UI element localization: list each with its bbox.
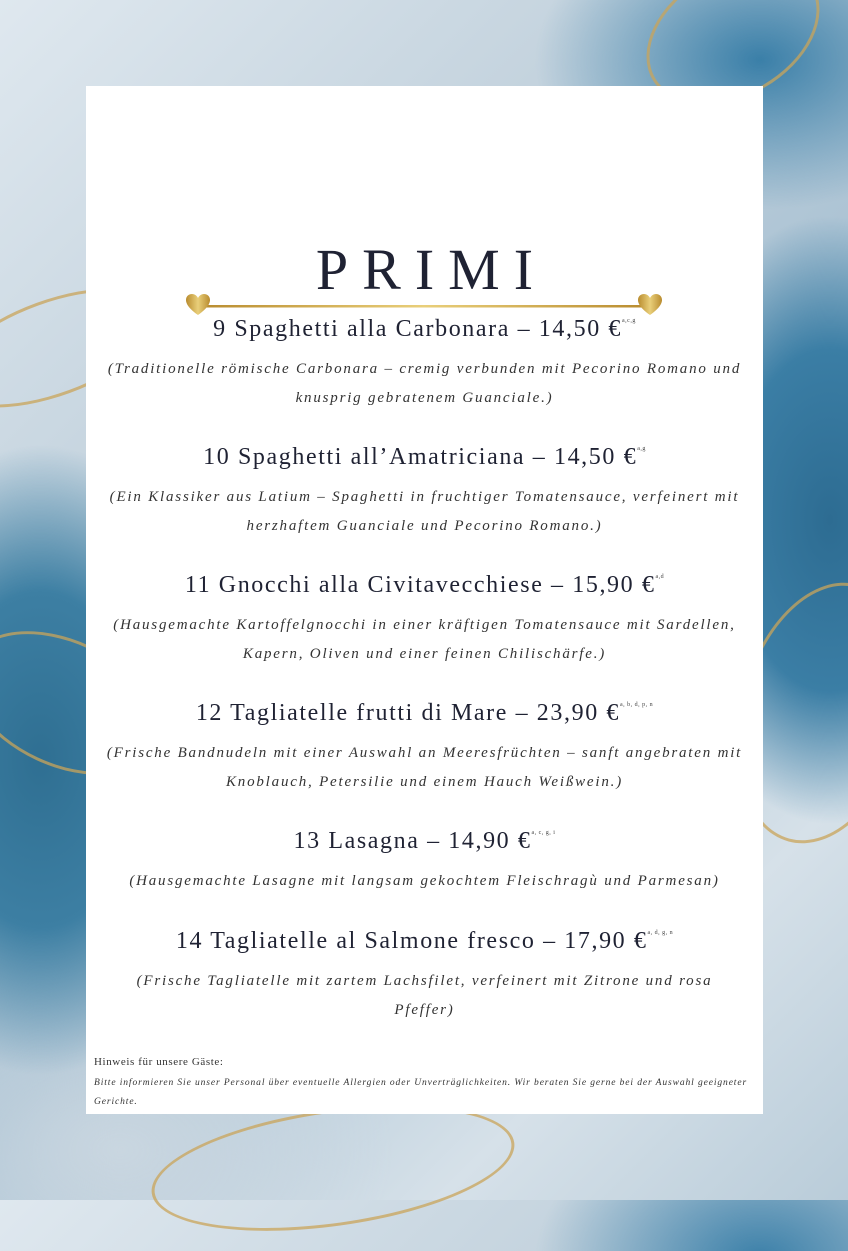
dish-item: [86, 316, 763, 413]
allergen-codes: a,g: [637, 446, 646, 452]
allergen-codes: a,c,g: [622, 318, 636, 324]
heart-icon: [638, 294, 662, 315]
dish-name: 9 Spaghetti alla Carbonara – 14,50 €$^{a,c,g}$: [213, 316, 636, 342]
gold-divider: [186, 294, 662, 318]
dish-description: (Traditionelle römische Carbonara – cremig verbunden mit Pecorino Romano und knusprig gebratenem Guanciale.): [107, 361, 742, 406]
guest-note: [94, 1056, 754, 1112]
dish-item: [86, 928, 763, 1025]
dish-name: 12 Tagliatelle frutti di Mare – 23,90 €$^{a, b, d, p, n}$: [195, 700, 654, 726]
dish-name: 10 Spaghetti all’Amatriciana – 14,50 €$^{a,g}$: [203, 444, 646, 470]
allergen-codes: a,d: [655, 574, 665, 580]
dish-description: (Hausgemachte Kartoffelgnocchi in einer kräftigen Tomatensauce mit Sardellen, Kapern, Oliven und einer feinen Chilischärfe.): [113, 617, 736, 662]
heart-icon: [186, 294, 210, 315]
menu-card: [86, 86, 763, 1114]
dish-description: (Ein Klassiker aus Latium – Spaghetti in fruchtiger Tomatensauce, verfeinert mit herzhaftem Guanciale und Pecorino Romano.): [109, 489, 740, 534]
dish-name: 14 Tagliatelle al Salmone fresco – 17,90 €$^{a, d, g, n}$: [175, 928, 674, 954]
dish-item: [86, 828, 763, 896]
dish-item: [86, 572, 763, 669]
page-title: PRIMI: [315, 237, 548, 302]
guest-note-title: Hinweis für unsere Gäste:: [94, 1056, 224, 1068]
guest-note-text: Bitte informieren Sie unser Personal über eventuelle Allergien oder Unverträglichkeiten. Wir beraten Sie gerne bei der Auswahl geeigneter Gerichte.: [94, 1078, 748, 1107]
dish-item: [86, 444, 763, 541]
dish-description: (Frische Tagliatelle mit zartem Lachsfilet, verfeinert mit Zitrone und rosa Pfeffer): [136, 973, 713, 1018]
dish-name: 11 Gnocchi alla Civitavecchiese – 15,90 €$^{a,d}$: [184, 572, 665, 598]
dish-name: 13 Lasagna – 14,90 €$^{a, c, g, i}$: [293, 828, 556, 854]
dish-description: (Frische Bandnudeln mit einer Auswahl an Meeresfrüchten – sanft angebraten mit Knoblauch, Petersilie und einem Hauch Weißwein.): [106, 745, 743, 790]
dish-item: [86, 700, 763, 797]
allergen-codes: a, d, g, n: [647, 930, 674, 936]
allergen-codes: a, c, g, i: [531, 830, 556, 836]
dish-description: (Hausgemachte Lasagne mit langsam gekochtem Fleischragù und Parmesan): [129, 873, 720, 889]
allergen-codes: a, b, d, p, n: [620, 702, 654, 708]
